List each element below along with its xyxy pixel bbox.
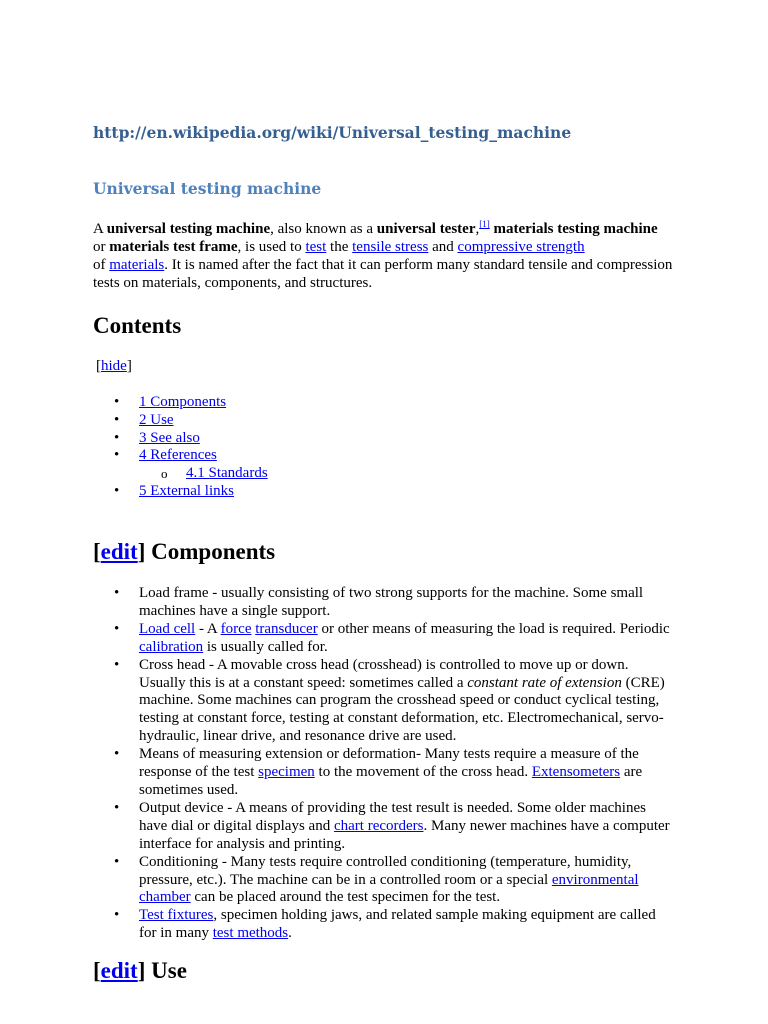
hide-toc-link[interactable]: hide (101, 358, 127, 374)
toc-link-external-links[interactable]: 5 External links (139, 482, 234, 499)
page-url: http://en.wikipedia.org/wiki/Universal_testing_machine (93, 123, 572, 142)
components-list (114, 585, 674, 943)
list-item (114, 585, 674, 621)
link-chart-recorders[interactable]: chart recorders (333, 817, 424, 834)
intro-text: the (326, 239, 353, 255)
intro-paragraph (93, 220, 673, 292)
toc-link-standards[interactable]: 4.1 Standards (186, 465, 268, 482)
emphasis-text: constant rate of extension (467, 674, 622, 691)
item-text: Conditioning - Many tests require controlled conditioning (temperature, humidity, pressure, etc.). The machine can be in a controlled room or a special (139, 853, 632, 888)
edit-components-link[interactable]: edit (100, 539, 138, 564)
reference-link[interactable]: [1] (479, 219, 490, 229)
item-text: Output device - A means of providing the test result is needed. Some older machines have dial or digital displays and (139, 799, 646, 834)
link-transducer[interactable]: transducer (255, 620, 318, 637)
link-compressive-strength[interactable]: compressive strength (457, 239, 585, 255)
toc-toggle (96, 358, 132, 375)
toc-item (114, 394, 268, 412)
bracket: [ (93, 958, 101, 983)
bold-term: materials test frame (109, 239, 238, 255)
intro-text: , is used to (237, 239, 306, 255)
item-text: Load frame - usually consisting of two strong supports for the machine. Some small machines have a single support. (139, 585, 644, 619)
toc-link-references[interactable]: 4 References (139, 447, 217, 464)
list-item (114, 746, 674, 800)
item-text: - A (195, 620, 221, 637)
section-title: Components (145, 539, 276, 564)
intro-text: and (428, 239, 458, 255)
toc-item (114, 430, 268, 448)
section-title: Use (145, 958, 187, 983)
bracket: [ (96, 358, 101, 374)
toc-item (114, 412, 268, 430)
toc-link-components[interactable]: 1 Components (139, 394, 227, 410)
item-text: is usually called for. (203, 638, 328, 655)
bracket: ] (126, 358, 132, 374)
toc-item (114, 483, 268, 501)
toc-subitem (114, 465, 268, 483)
bold-term: materials testing machine (493, 221, 658, 237)
edit-use-link[interactable]: edit (100, 958, 138, 983)
link-test-methods[interactable]: test methods (212, 925, 289, 942)
table-of-contents (114, 394, 268, 501)
bracket: ] (137, 958, 146, 983)
list-item (114, 621, 674, 657)
link-calibration[interactable]: calibration (139, 638, 204, 655)
section-heading-components (93, 539, 275, 565)
link-extensometers[interactable]: Extensometers (531, 764, 621, 781)
link-test-fixtures[interactable]: Test fixtures (139, 907, 214, 924)
item-text: (CRE) machine. Some machines can program the crosshead speed or conduct cyclical testing, testing at constant force, testing at constant deformation, etc. Electromechanical, servo-hydraulic, linear drive, and resonance drive are used. (139, 674, 665, 745)
item-text: . (288, 925, 292, 942)
bracket: [ (93, 539, 101, 564)
item-text: . Many newer machines have a computer interface for analysis and printing. (139, 817, 670, 852)
item-text: Cross head - A movable cross head (crosshead) is controlled to move up or down. Usually this is at a constant speed: sometimes called a (139, 656, 629, 691)
toc-item (114, 447, 268, 465)
item-text: or other means of measuring the load is required. Periodic (317, 620, 670, 637)
link-tensile-stress[interactable]: tensile stress (352, 239, 429, 255)
item-text: , specimen holding jaws, and related sample making equipment are called for in many (139, 907, 656, 942)
bracket: ] (137, 539, 146, 564)
link-test[interactable]: test (305, 239, 327, 255)
intro-text: or (93, 239, 110, 255)
link-materials[interactable]: materials (109, 257, 165, 273)
contents-heading: Contents (93, 313, 182, 338)
intro-text: , (475, 221, 480, 237)
item-text: to the movement of the cross head. (314, 764, 532, 781)
list-item (114, 800, 674, 854)
list-item (114, 657, 674, 747)
section-heading-use (93, 958, 187, 984)
link-specimen[interactable]: specimen (258, 764, 315, 781)
bold-term: universal tester (376, 221, 476, 237)
item-text: are sometimes used. (139, 764, 643, 798)
intro-text: , also known as a (270, 221, 377, 237)
toc-link-see-also[interactable]: 3 See also (139, 429, 200, 446)
article-title: Universal testing machine (93, 179, 322, 198)
link-load-cell[interactable]: Load cell (139, 620, 196, 637)
link-environmental-chamber[interactable]: environmental chamber (139, 871, 639, 906)
toc-link-use[interactable]: 2 Use (139, 411, 174, 428)
item-text: can be placed around the test specimen for the test. (190, 889, 501, 906)
item-text: Means of measuring extension or deformation- Many tests require a measure of the response of the test (139, 746, 639, 781)
list-item (114, 907, 674, 943)
intro-text: . It is named after the fact that it can perform many standard tensile and compression tests on materials, components, and structures. (93, 257, 673, 291)
bold-term: universal testing machine (106, 221, 271, 237)
intro-text: A (93, 221, 107, 237)
intro-text: of (93, 257, 110, 273)
link-force[interactable]: force (220, 620, 252, 637)
list-item (114, 854, 674, 908)
